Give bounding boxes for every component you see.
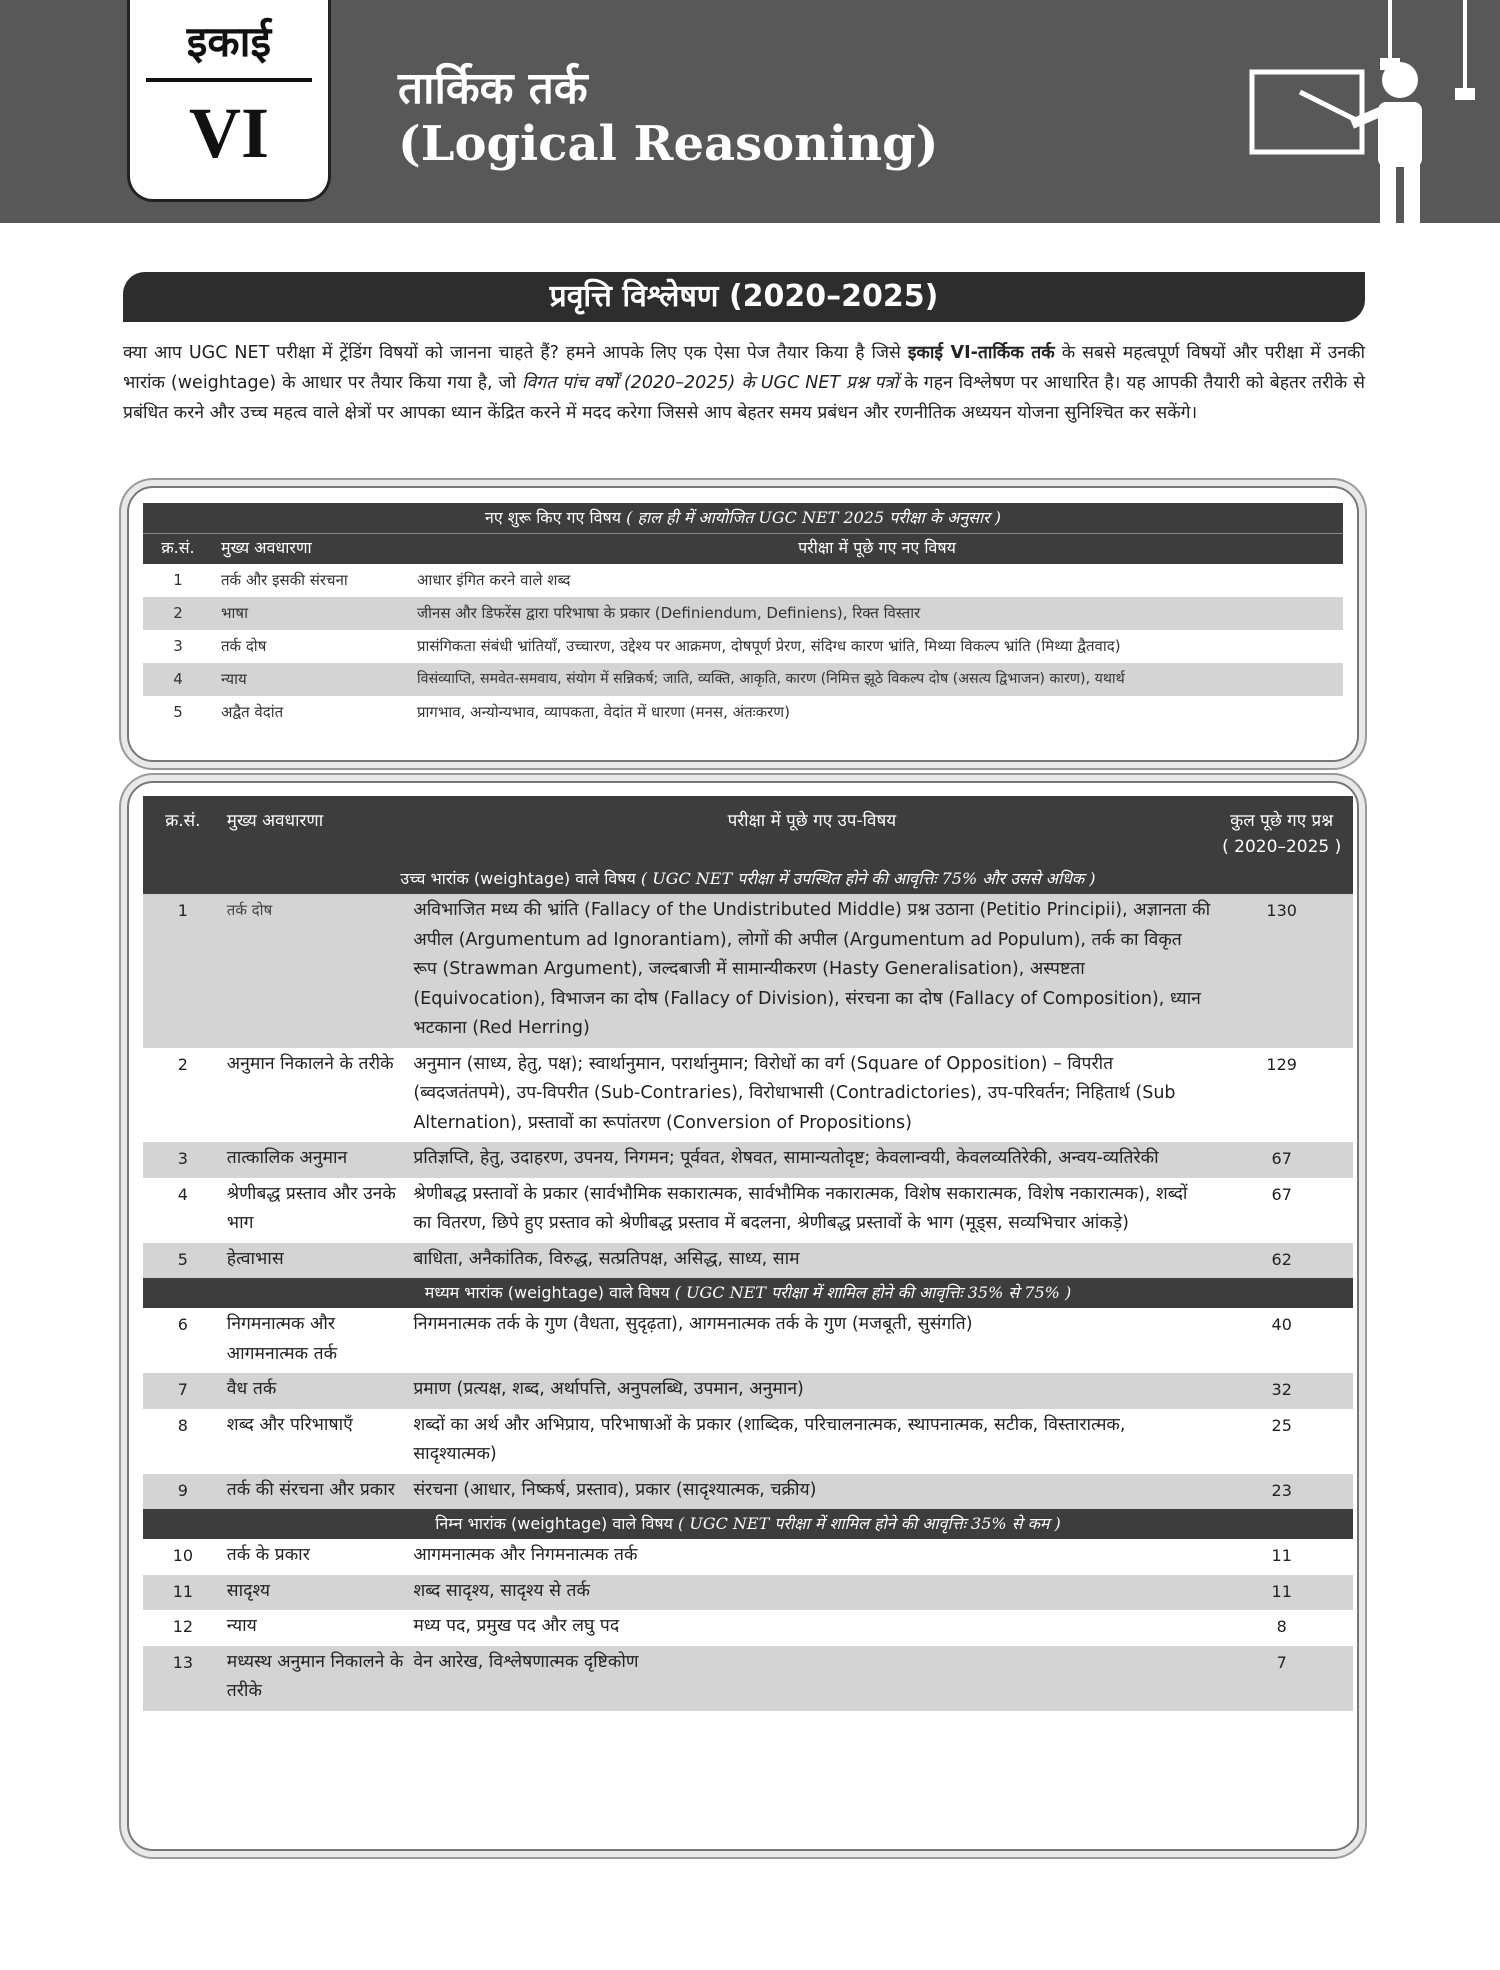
new-topics-caption (143, 503, 1343, 534)
group-caption-low (143, 1509, 1353, 1539)
header-count-years: ( 2020–2025 ) (1222, 837, 1342, 857)
serial-number: 4 (177, 1184, 188, 1204)
group-caption-high (143, 864, 1353, 894)
topics: आधार इंगित करने वाले शब्द (417, 571, 571, 589)
concept: तात्कालिक अनुमान (226, 1148, 348, 1168)
concept: भाषा (221, 604, 248, 622)
serial-number: 5 (177, 1249, 188, 1269)
caption-italic: ( UGC NET परीक्षा में उपस्थित होने की आवृत्तिः 75% और उससे अधिक ) (640, 869, 1096, 888)
topics: बाधिता, अनैकांतिक, विरुद्ध, सत्प्रतिपक्ष, असिद्ध, साध्य, साम (413, 1248, 800, 1269)
caption-italic: ( हाल ही में आयोजित UGC NET 2025 परीक्षा के अनुसार ) (626, 508, 1002, 527)
table-row (143, 1178, 1353, 1243)
concept: तर्क दोष (226, 901, 273, 919)
question-count: 67 (1271, 1149, 1292, 1168)
unit-label: इकाई (186, 17, 272, 66)
unit-number: VI (188, 93, 269, 173)
table-row (143, 564, 1343, 597)
group-caption-text (143, 1509, 1353, 1539)
concept: तर्क और इसकी संरचना (221, 571, 348, 589)
intro-paragraph (123, 338, 1365, 428)
question-count: 25 (1271, 1415, 1292, 1435)
concept: सादृश्य (226, 1580, 271, 1601)
question-count: 129 (1266, 1054, 1297, 1074)
caption-italic: ( UGC NET परीक्षा में शामिल होने की आवृत्तिः 35% से कम ) (678, 1514, 1061, 1533)
table-row (143, 597, 1343, 630)
header-topics: परीक्षा में पूछे गए नए विषय (411, 534, 1343, 565)
serial-number: 1 (177, 901, 188, 920)
topics: शब्दों का अर्थ और अभिप्राय, परिभाषाओं के प्रकार (शाब्दिक, परिचालनात्मक, स्थापनात्मक, सटीक, विस्तारात्मक, सादृश्यात्मक) (413, 1414, 1126, 1464)
serial-number: 3 (177, 1149, 188, 1168)
group-caption-medium (143, 1278, 1353, 1308)
serial-number: 12 (172, 1617, 194, 1636)
question-count: 23 (1271, 1480, 1292, 1500)
concept: मध्यस्थ अनुमान निकालने के तरीके (226, 1651, 404, 1701)
table-row (143, 1142, 1353, 1178)
table-row (143, 1575, 1353, 1611)
caption-italic: ( UGC NET परीक्षा में शामिल होने की आवृत्तिः 35% से 75% ) (674, 1283, 1072, 1302)
header-serial: क्र.सं. (165, 811, 201, 831)
table-row (143, 1048, 1353, 1143)
question-count: 40 (1271, 1315, 1292, 1334)
concept: न्याय (221, 670, 247, 688)
serial-number: 8 (177, 1415, 188, 1435)
table-row (143, 1409, 1353, 1474)
topics: शब्द सादृश्य, सादृश्य से तर्क (413, 1580, 590, 1601)
table-row (143, 1308, 1353, 1373)
topics: प्रासंगिकता संबंधी भ्रांतियाँ, उच्चारण, उद्देश्य पर आक्रमण, दोषपूर्ण प्रेरण, संदिग्ध कारण भ्रांति, मिथ्या विकल्प भ्रांति (मिथ्या द्वैतवाद) (417, 637, 1121, 655)
concept: निगमनात्मक और आगमनात्मक तर्क (226, 1314, 338, 1364)
table-row (143, 1474, 1353, 1510)
table-row (143, 630, 1343, 663)
question-count: 67 (1271, 1184, 1292, 1204)
group-caption-text (143, 1278, 1353, 1308)
serial-number: 3 (173, 637, 183, 655)
new-topics-table (143, 503, 1343, 729)
concept: श्रेणीबद्ध प्रस्ताव और उनके भाग (226, 1183, 396, 1233)
intro-text-3: के गहन विश्लेषण पर आधारित है। यह आपकी तैयारी को बेहतर तरीके से प्रबंधित करने और उच्च महत्व वाले क्षेत्रों पर आपका ध्यान केंद्रित करने में मदद करेगा जिससे आप बेहतर समय प्रबंधन और रणनीतिक अध्ययन योजना सुनिश्चित कर सकेंगे। (123, 373, 1365, 423)
question-count: 62 (1271, 1249, 1292, 1269)
serial-number: 2 (173, 604, 183, 622)
serial-number: 6 (177, 1315, 188, 1334)
concept: तर्क दोष (221, 637, 267, 655)
topics: अनुमान (साध्य, हेतु, पक्ष); स्वार्थानुमान, परार्थानुमान; विरोधों का वर्ग (Square of Opposition) – विपरीत (ब्वदजतंतपमे), उप-विपरीत (Sub-Contraries), विरोधाभासी (Contradictories), उप-परिवर्तन; निहितार्थ (Sub Alternation), प्रस्तावों का रूपांतरण (Conversion of Propositions) (413, 1053, 1176, 1133)
question-count: 130 (1266, 901, 1297, 920)
header-concept: मुख्य अवधारणा (213, 534, 411, 565)
serial-number: 10 (172, 1546, 194, 1565)
caption-text: निम्न भारांक (weightage) वाले विषय (435, 1514, 678, 1533)
concept: न्याय (226, 1616, 257, 1636)
topics: विसंव्याप्ति, समवेत-समवाय, संयोग में सन्निकर्ष; जाति, व्यक्ति, आकृति, कारण (निमित्त झूठे विकल्प दोष (असत्य द्विभाजन) कारण), यथार्थ (417, 671, 1125, 687)
trend-topics-table (143, 796, 1353, 1711)
caption-text: उच्च भारांक (weightage) वाले विषय (400, 869, 641, 888)
table-header-row (143, 534, 1343, 565)
question-count: 11 (1271, 1546, 1292, 1565)
table-row (143, 696, 1343, 729)
section-heading: प्रवृत्ति विश्लेषण (2020–2025) (123, 272, 1365, 322)
table-row (143, 1243, 1353, 1279)
serial-number: 9 (177, 1480, 188, 1500)
question-count: 32 (1271, 1380, 1292, 1399)
serial-number: 11 (172, 1581, 194, 1601)
header-topics: परीक्षा में पूछे गए उप-विषय (727, 811, 897, 831)
concept: तर्क के प्रकार (226, 1545, 310, 1565)
intro-bold: इकाई VI-तार्किक तर्क (907, 343, 1055, 363)
topics: आगमनात्मक और निगमनात्मक तर्क (413, 1545, 638, 1565)
table-row (143, 1610, 1353, 1646)
concept: अनुमान निकालने के तरीके (226, 1053, 394, 1074)
table-row (143, 663, 1343, 696)
serial-number: 5 (173, 703, 183, 721)
group-caption-text (143, 864, 1353, 894)
concept: अद्वैत वेदांत (221, 703, 284, 721)
topics: श्रेणीबद्ध प्रस्तावों के प्रकार (सार्वभौमिक सकारात्मक, सार्वभौमिक नकारात्मक, विशेष सकारात्मक, विशेष नकारात्मक), शब्दों का वितरण, छिपे हुए प्रस्ताव को श्रेणीबद्ध प्रस्ताव में बदलना, श्रेणीबद्ध प्रस्तावों के भाग (मूड्स, सव्यभिचार आंकड़े) (413, 1183, 1188, 1233)
table-header-row (143, 796, 1353, 864)
serial-number: 2 (177, 1054, 188, 1074)
concept: तर्क की संरचना और प्रकार (226, 1479, 395, 1500)
topics: प्रमाण (प्रत्यक्ष, शब्द, अर्थापत्ति, अनुपलब्धि, उपमान, अनुमान) (413, 1379, 804, 1399)
topics: निगमनात्मक तर्क के गुण (वैधता, सुदृढ़ता), आगमनात्मक तर्क के गुण (मजबूती, सुसंगति) (413, 1314, 973, 1334)
header-banner (0, 0, 1500, 223)
teacher-at-board-icon (1240, 0, 1500, 223)
topics: अविभाजित मध्य की भ्रांति (Fallacy of the Undistributed Middle) प्रश्न उठाना (Petitio Principii), अज्ञानता की अपील (Argumentum ad Ignorantiam), लोगों की अपील (Argumentum ad Populum), तर्क का विकृत रूप (Strawman Argument), जल्दबाजी में सामान्यीकरण (Hasty Generalisation), अस्पष्टता (Equivocation), विभाजन का दोष (Fallacy of Division), संरचना का दोष (Fallacy of Composition), ध्यान भटकाना (Red Herring) (413, 900, 1211, 1038)
concept: वैध तर्क (226, 1379, 277, 1399)
caption-text: मध्यम भारांक (weightage) वाले विषय (424, 1283, 675, 1302)
topics: जीनस और डिफरेंस द्वारा परिभाषा के प्रकार (Definiendum, Definiens), रिक्त विस्तार (417, 604, 921, 622)
question-count: 11 (1271, 1581, 1292, 1601)
topics: संरचना (आधार, निष्कर्ष, प्रस्ताव), प्रकार (सादृश्यात्मक, चक्रीय) (413, 1479, 817, 1500)
serial-number: 1 (173, 571, 183, 589)
header-serial: क्र.सं. (143, 534, 213, 565)
unit-divider (146, 78, 312, 82)
caption-text: नए शुरू किए गए विषय (484, 508, 627, 527)
header-count (1210, 796, 1353, 864)
topics: मध्य पद, प्रमुख पद और लघु पद (413, 1616, 620, 1636)
concept: शब्द और परिभाषाएँ (226, 1414, 353, 1435)
serial-number: 7 (177, 1380, 188, 1399)
question-count: 8 (1276, 1617, 1287, 1636)
page-title-english: (Logical Reasoning) (398, 116, 939, 172)
topics: वेन आरेख, विश्लेषणात्मक दृष्टिकोण (413, 1651, 639, 1672)
topics: प्रागभाव, अन्योन्यभाव, व्यापकता, वेदांत में धारणा (मनस, अंतःकरण) (417, 703, 791, 721)
question-count: 7 (1276, 1652, 1287, 1672)
intro-text-1: क्या आप UGC NET परीक्षा में ट्रेंडिंग विषयों को जानना चाहते हैं? हमने आपके लिए एक ऐसा पेज तैयार किया है जिसे (123, 343, 908, 363)
table-row (143, 1646, 1353, 1711)
concept: हेत्वाभास (226, 1248, 284, 1269)
intro-text-2: के सबसे महत्वपूर्ण विषयों और परीक्षा में उनकी भारांक (weightage) के आधार पर तैयार किया गया है, जो (123, 343, 1366, 393)
serial-number: 4 (173, 670, 183, 688)
intro-italic: विगत पांच वर्षों (2020–2025) के UGC NET प्रश्न पत्रों (521, 373, 899, 393)
page-title-hindi: तार्किक तर्क (398, 63, 588, 114)
unit-badge (127, 0, 331, 202)
table-row (143, 1373, 1353, 1409)
topics: प्रतिज्ञप्ति, हेतु, उदाहरण, उपनय, निगमन; पूर्ववत, शेषवत, सामान्यतोदृष्ट; केवलान्वयी, केवलव्यतिरेकी, अन्वय-व्यतिरेकी (413, 1148, 1159, 1168)
table-row (143, 894, 1353, 1048)
header-count-label: कुल पूछे गए प्रश्न (1230, 811, 1334, 831)
header-concept: मुख्य अवधारणा (226, 811, 324, 831)
table-row (143, 1539, 1353, 1575)
serial-number: 13 (172, 1652, 194, 1672)
